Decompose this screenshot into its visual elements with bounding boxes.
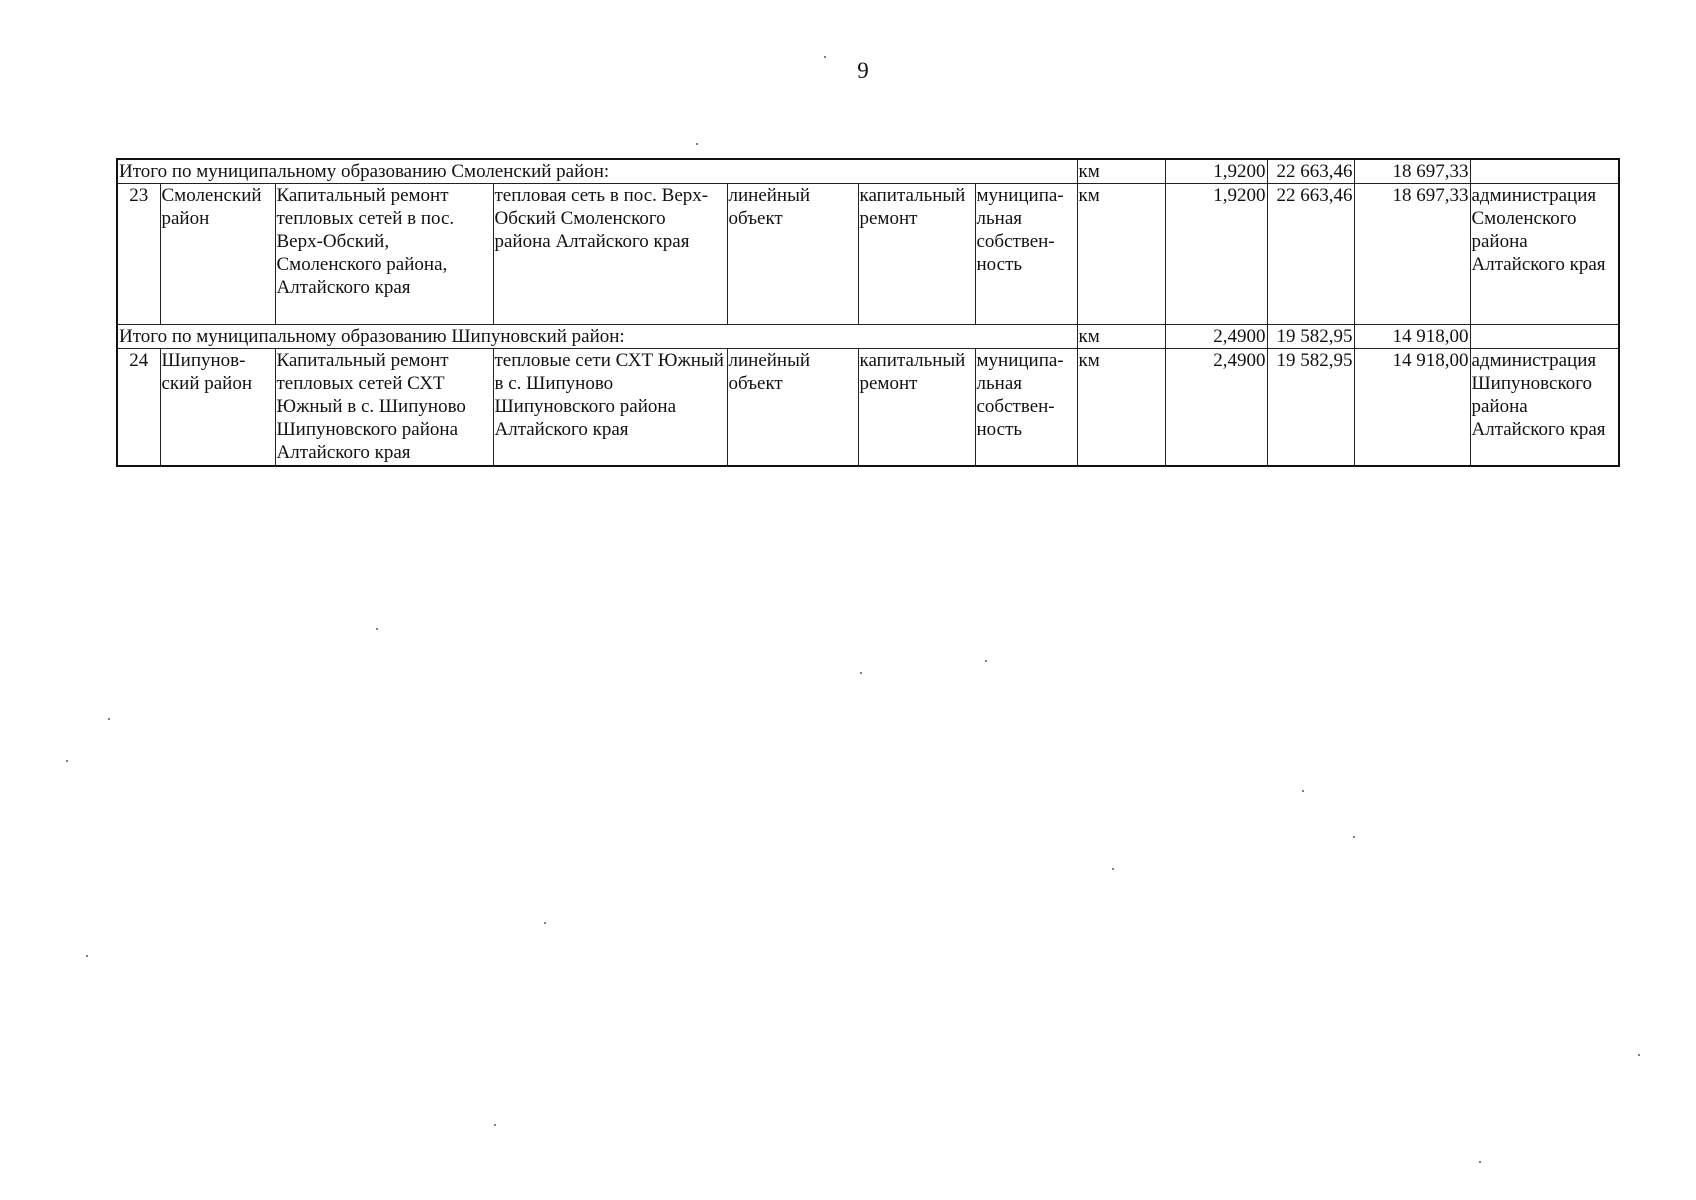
total-cost-sub: 14 918,00 xyxy=(1354,325,1470,349)
row-ownership: муниципа-льная собствен-ность xyxy=(975,349,1077,467)
scan-speck xyxy=(376,628,378,630)
total-responsible xyxy=(1470,159,1619,184)
scan-speck xyxy=(696,143,698,145)
row-unit: км xyxy=(1077,184,1165,325)
row-work-type: капитальный ремонт xyxy=(858,184,975,325)
row-responsible: администрация Смоленского района Алтайского края xyxy=(1470,184,1619,325)
total-unit: км xyxy=(1077,325,1165,349)
total-responsible xyxy=(1470,325,1619,349)
scan-speck xyxy=(1479,1161,1481,1163)
scan-speck xyxy=(66,760,68,762)
row-length: 2,4900 xyxy=(1165,349,1267,467)
table-row xyxy=(117,349,1619,467)
row-cost-sub: 14 918,00 xyxy=(1354,349,1470,467)
row-district: Смоленский район xyxy=(160,184,275,325)
scan-speck xyxy=(544,922,546,924)
row-district: Шипунов-ский район xyxy=(160,349,275,467)
scan-speck xyxy=(108,718,110,720)
row-ownership: муниципа-льная собствен-ность xyxy=(975,184,1077,325)
total-length: 1,9200 xyxy=(1165,159,1267,184)
works-table xyxy=(116,158,1620,467)
total-cost-sub: 18 697,33 xyxy=(1354,159,1470,184)
row-object: тепловые сети СХТ Южный в с. Шипуново Шипуновского района Алтайского края xyxy=(493,349,727,467)
row-cost: 19 582,95 xyxy=(1267,349,1354,467)
page-number: 9 xyxy=(857,58,869,83)
row-object: тепловая сеть в пос. Верх-Обский Смоленского района Алтайского края xyxy=(493,184,727,325)
row-cost-sub: 18 697,33 xyxy=(1354,184,1470,325)
scan-speck xyxy=(1638,1054,1640,1056)
total-length: 2,4900 xyxy=(1165,325,1267,349)
row-index: 23 xyxy=(117,184,160,325)
scan-speck xyxy=(824,56,826,58)
scan-speck xyxy=(1302,790,1304,792)
total-cost: 19 582,95 xyxy=(1267,325,1354,349)
total-unit: км xyxy=(1077,159,1165,184)
total-label: Итого по муниципальному образованию Смоленский район: xyxy=(117,159,1077,184)
row-length: 1,9200 xyxy=(1165,184,1267,325)
row-event: Капитальный ремонт тепловых сетей в пос. Верх-Обский, Смоленского района, Алтайского края xyxy=(275,184,493,325)
row-cost: 22 663,46 xyxy=(1267,184,1354,325)
row-unit: км xyxy=(1077,349,1165,467)
row-work-type: капитальный ремонт xyxy=(858,349,975,467)
scan-speck xyxy=(494,1124,496,1126)
total-cost: 22 663,46 xyxy=(1267,159,1354,184)
scan-speck xyxy=(985,660,987,662)
table-row xyxy=(117,184,1619,325)
scan-speck xyxy=(860,672,862,674)
total-row-shipunovsky xyxy=(117,325,1619,349)
row-object-type: линейный объект xyxy=(727,349,858,467)
scan-speck xyxy=(86,955,88,957)
row-event: Капитальный ремонт тепловых сетей СХТ Южный в с. Шипуново Шипуновского района Алтайского края xyxy=(275,349,493,467)
row-responsible: администрация Шипуновского района Алтайского края xyxy=(1470,349,1619,467)
row-object-type: линейный объект xyxy=(727,184,858,325)
scan-speck xyxy=(1353,836,1355,838)
scan-speck xyxy=(1112,868,1114,870)
total-row-smolensky xyxy=(117,159,1619,184)
row-index: 24 xyxy=(117,349,160,467)
total-label: Итого по муниципальному образованию Шипуновский район: xyxy=(117,325,1077,349)
